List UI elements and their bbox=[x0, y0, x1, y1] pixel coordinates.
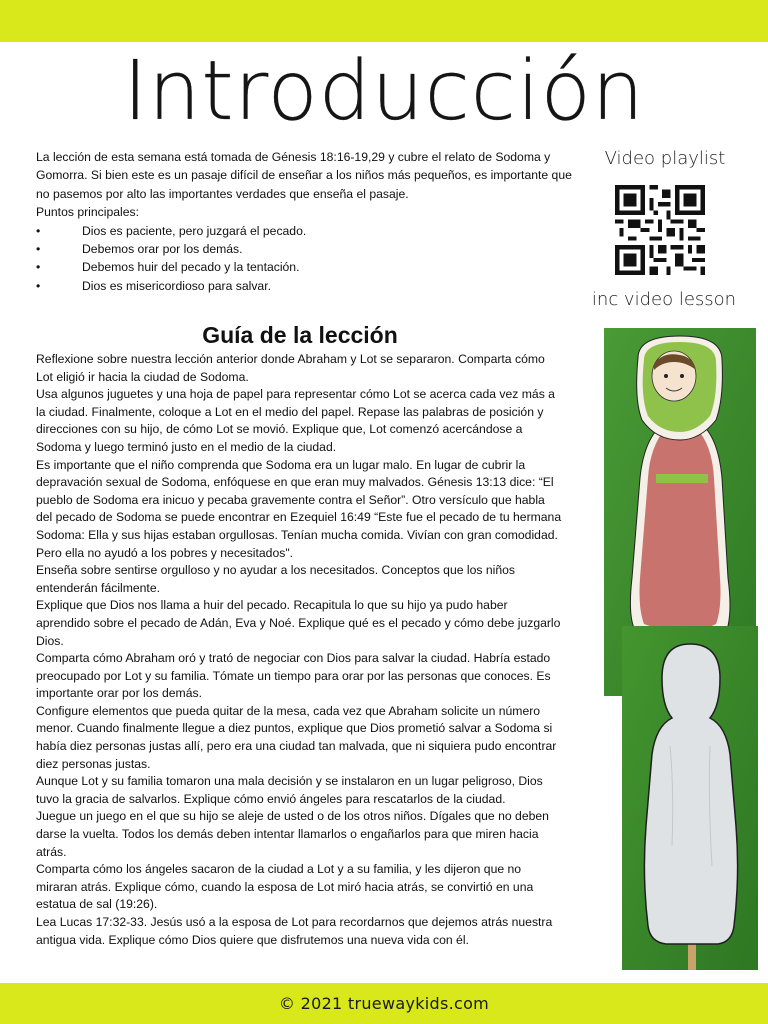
guide-paragraph: Configure elementos que pueda quitar de la mesa, cada vez que Abraham solicite un número menor. Cuando finalmente llegue a diez puntos, explique que Dios prometió salvar a Sodoma si había diez personas justas allí, pero era una ciudad tan malvada, que ni siquiera pudo encontrar diez personas justas. bbox=[36, 703, 557, 771]
footer-copyright[interactable]: © 2021 truewaykids.com bbox=[278, 994, 490, 1013]
lesson-guide-body bbox=[36, 351, 564, 949]
guide-paragraph: Usa algunos juguetes y una hoja de papel para representar cómo Lot se acerca cada vez más a la ciudad. Finalmente, coloque a Lot en el medio del papel. Repase las palabras de posición y direcciones con su hijo, de cómo Lot se movió. Explique que, Lot comenzó acercándose a Sodoma y luego terminó justo en el medio de la ciudad. bbox=[36, 387, 555, 454]
qr-code-icon[interactable] bbox=[612, 185, 708, 275]
guide-paragraph: Reflexione sobre nuestra lección anterior donde Abraham y Lot se separaron. Comparta cómo Lot eligió ir hacia la ciudad de Sodoma. bbox=[36, 352, 545, 384]
main-point: • Dios es paciente, pero juzgará el pecado. bbox=[36, 222, 576, 240]
salt-statue-puppet-photo bbox=[622, 626, 758, 970]
main-points-list bbox=[36, 222, 576, 296]
intro-paragraph: La lección de esta semana está tomada de Génesis 18:16-19,29 y cubre el relato de Sodoma y Gomorra. Si bien este es un pasaje difícil de enseñar a los niños más pequeños, es importante que no pasemos por alto las importantes verdades que enseña el pasaje. bbox=[36, 150, 572, 201]
guide-paragraph: Juegue un juego en el que su hijo se aleje de usted o de los otros niños. Dígales que no deben darse la vuelta. Todos los demás deben intentar llamarlos o engañarlos para que miren hacia atrás. bbox=[36, 809, 549, 859]
guide-paragraph: Explique que Dios nos llama a huir del pecado. Recapitula lo que su hijo ya pudo haber aprendido sobre el pecado de Adán, Eva y Noé. Explique qué es el pecado y cómo debe juzgarlo Dios. bbox=[36, 598, 561, 648]
guide-paragraph: Lea Lucas 17:32-33. Jesús usó a la esposa de Lot para recordarnos que dejemos atrás nuestra antigua vida. Explique cómo Dios quiere que disfrutemos una nueva vida con él. bbox=[36, 915, 553, 947]
points-label: Puntos principales: bbox=[36, 205, 139, 220]
guide-paragraph: Comparta cómo los ángeles sacaron de la ciudad a Lot y a su familia, y les dijeron que no miraran atrás. Explique cómo, cuando la esposa de Lot miró hacia atrás, se convirtió en una estatua de sal (19:26). bbox=[36, 862, 534, 912]
guide-paragraph: Comparta cómo Abraham oró y trató de negociar con Dios para salvar la ciudad. Habría estado preocupado por Lot y su familia. Tómate un tiempo para orar por las personas que conoces. Es importante orar por los demás. bbox=[36, 651, 551, 701]
page-title: Introducción bbox=[123, 44, 645, 139]
guide-paragraph: Es importante que el niño comprenda que Sodoma era un lugar malo. En lugar de cubrir la depravación sexual de Sodoma, enfóquese en que eran muy malvados. Génesis 13:13 dice: “El pueblo de Sodoma era inicuo y pecaba gravemente contra el Señor”. Otro versículo que habla del pecado de Sodoma se puede encontrar en Ezequiel 16:49 “Este fue el pecado de tu hermana Sodoma: Ella y sus hijas estaban orgullosas. Tenían mucha comida. Vivían con gran comodidad. Pero ella no ayudó a los pobres y necesitados". bbox=[36, 457, 562, 560]
main-point: • Debemos huir del pecado y la tentación. bbox=[36, 258, 576, 276]
top-band bbox=[0, 0, 768, 42]
guide-paragraph: Aunque Lot y su familia tomaron una mala decisión y se instalaron en un lugar peligroso, Dios tuvo la gracia de salvarlos. Explique cómo envió ángeles para rescatarlos de la ciudad. bbox=[36, 774, 543, 806]
bottom-band bbox=[0, 983, 768, 1024]
video-lesson-label: inc video lesson bbox=[591, 289, 737, 310]
intro-section bbox=[36, 148, 576, 295]
guide-paragraph: Enseña sobre sentirse orgulloso y no ayudar a los necesitados. Conceptos que los niños entenderán fácilmente. bbox=[36, 563, 515, 595]
main-point: • Dios es misericordioso para salvar. bbox=[36, 277, 576, 295]
main-point: • Debemos orar por los demás. bbox=[36, 240, 576, 258]
lesson-guide-heading: Guía de la lección bbox=[202, 322, 398, 348]
video-playlist-label: Video playlist bbox=[604, 148, 726, 169]
